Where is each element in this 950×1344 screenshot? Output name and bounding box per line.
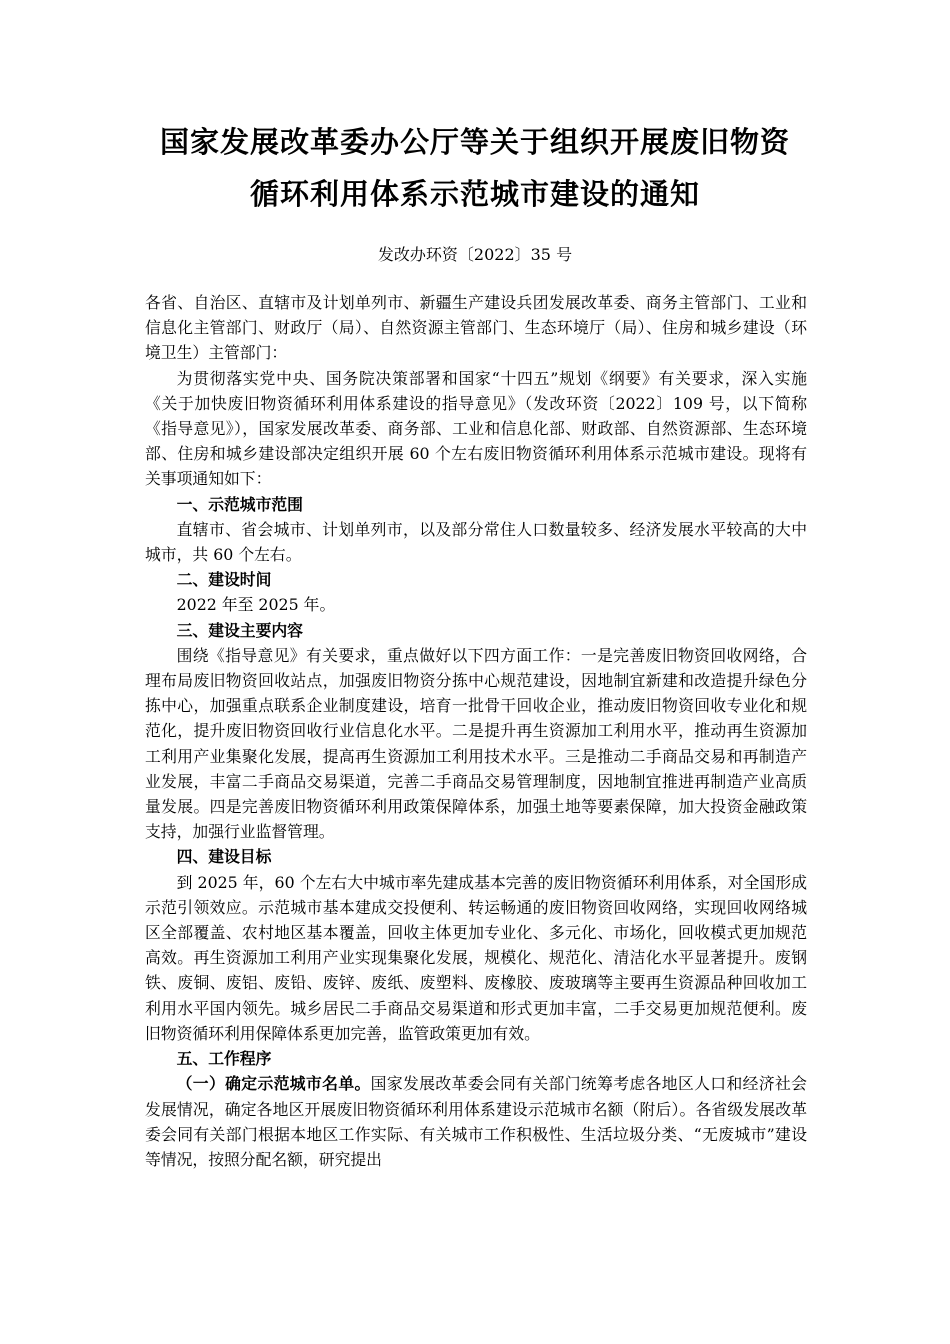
section-5-paragraph — [145, 1071, 807, 1172]
section-2-text: 2022 年至 2025 年。 — [176, 595, 336, 615]
section-4-text: 到 2025 年，60 个左右大中城市率先建成基本完善的废旧物资循环利用体系，对全国形成示范引领效应。示范城市基本建成交投便利、转运畅通的废旧物资回收网络，实现回收网络城区全部覆盖、农村地区基本覆盖，回收主体更加专业化、多元化、市场化，回收模式更加规范高效。再生资源加工利用产业实现集聚化发展，规模化、规范化、清洁化水平显著提升。废钢铁、废铜、废铝、废铅、废锌、废纸、废塑料、废橡胶、废玻璃等主要再生资源品种回收加工利用水平国内领先。城乡居民二手商品交易渠道和形式更加丰富，二手交易更加规范便利。废旧物资循环利用保障体系更加完善，监管政策更加有效。 — [145, 872, 807, 1043]
section-5-text: 国家发展改革委会同有关部门统筹考虑各地区人口和经济社会发展情况，确定各地区开展废旧物资循环利用体系建设示范城市名额（附后）。各省级发展改革委会同有关部门根据本地区工作实际、有关城市工作积极性、生活垃圾分类、“无废城市”建设等情况，按照分配名额，研究提出 — [145, 1074, 807, 1169]
document-number: 发改办环资〔2022〕35 号 — [377, 245, 573, 264]
section-4-heading: 四、建设目标 — [176, 847, 272, 867]
document-body — [145, 290, 807, 1172]
section-3-text: 围绕《指导意见》有关要求，重点做好以下四方面工作：一是完善废旧物资回收网络，合理布局废旧物资回收站点，加强废旧物资分拣中心规范建设，因地制宜新建和改造提升绿色分拣中心，加强重点联系企业制度建设，培育一批骨干回收企业，推动废旧物资回收专业化和规范化，提升废旧物资回收行业信息化水平。二是提升再生资源加工利用水平，推动再生资源加工利用产业集聚化发展，提高再生资源加工利用技术水平。三是推动二手商品交易和再制造产业发展，丰富二手商品交易渠道，完善二手商品交易管理制度，因地制宜推进再制造产业高质量发展。四是完善废旧物资循环利用政策保障体系，加强土地等要素保障，加大投资金融政策支持，加强行业监督管理。 — [145, 645, 807, 842]
title-line-2: 循环利用体系示范城市建设的通知 — [249, 177, 700, 211]
title-line-1: 国家发展改革委办公厅等关于组织开展废旧物资 — [159, 125, 790, 159]
subsection-lead: （一）确定示范城市名单。 — [176, 1074, 371, 1094]
section-3-heading: 三、建设主要内容 — [176, 620, 303, 640]
section-2-heading: 二、建设时间 — [176, 570, 272, 590]
section-1-heading: 一、示范城市范围 — [176, 494, 303, 514]
section-5-heading: 五、工作程序 — [176, 1049, 272, 1069]
section-1-text: 直辖市、省会城市、计划单列市，以及部分常住人口数量较多、经济发展水平较高的大中城市，共 60 个左右。 — [145, 519, 807, 565]
intro-paragraph: 为贯彻落实党中央、国务院决策部署和国家“十四五”规划《纲要》有关要求，深入实施《关于加快废旧物资循环利用体系建设的指导意见》（发改环资〔2022〕109 号，以下简称《指导意见》），国家发展改革委、商务部、工业和信息化部、财政部、自然资源部、生态环境部、住房和城乡建设部决定组织开展 60 个左右废旧物资循环利用体系示范城市建设。现将有关事项通知如下： — [145, 368, 807, 489]
addressee: 各省、自治区、直辖市及计划单列市、新疆生产建设兵团发展改革委、商务主管部门、工业和信息化主管部门、财政厅（局）、自然资源主管部门、生态环境厅（局）、住房和城乡建设（环境卫生）主管部门： — [145, 293, 807, 363]
